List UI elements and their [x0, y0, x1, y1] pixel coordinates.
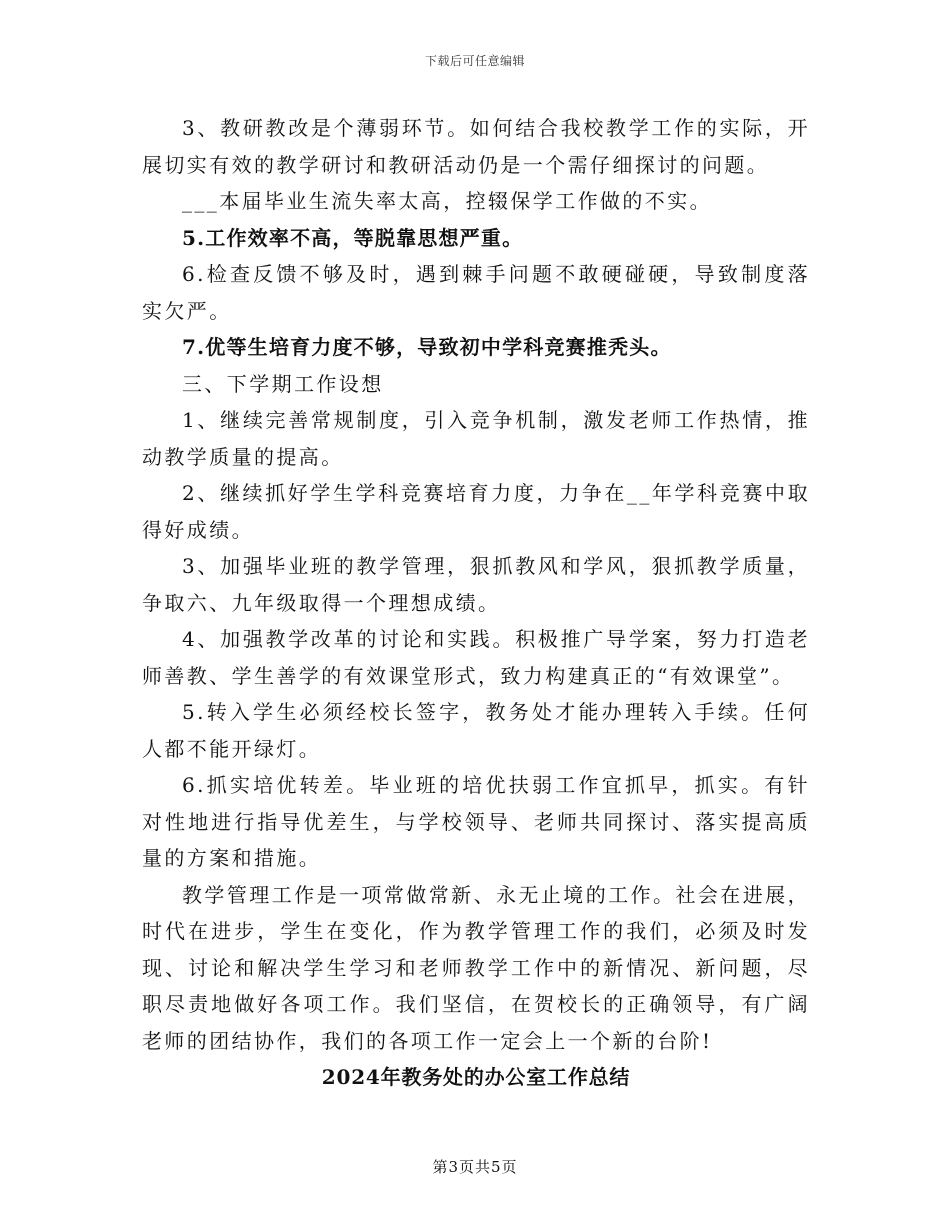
- paragraph-efficiency: 5.工作效率不高，等脱靠思想严重。: [182, 225, 524, 250]
- paragraph-dropout: ___本届毕业生流失率太高，控辍保学工作做的不实。: [182, 189, 712, 213]
- plan-item-2: 2、继续抓好学生学科竞赛培育力度，力争在__年学科竞赛中取得好成绩。: [142, 481, 810, 542]
- paragraph-teaching-research: 3、教研教改是个薄弱环节。如何结合我校教学工作的实际，开展切实有效的教学研讨和教研活动仍是一个需仔细探讨的问题。: [142, 116, 810, 177]
- page-header-note: 下载后可任意编辑: [424, 54, 525, 68]
- document-body: [142, 110, 810, 1096]
- paragraph-feedback: 6.检查反馈不够及时，遇到棘手问题不敢硬碰硬，导致制度落实欠严。: [142, 262, 810, 323]
- plan-item-3: 3、加强毕业班的教学管理，狠抓教风和学风，狠抓教学质量，争取六、九年级取得一个理想成绩。: [142, 554, 810, 615]
- paragraph-top-students: 7.优等生培育力度不够，导致初中学科竞赛推秃头。: [182, 335, 672, 359]
- next-document-title: 2024年教务处的办公室工作总结: [321, 1065, 631, 1089]
- plan-item-6: 6.抓实培优转差。毕业班的培优扶弱工作宜抓早，抓实。有针对性地进行指导优差生，与学校领导、老师共同探讨、落实提高质量的方案和措施。: [142, 773, 810, 870]
- plan-item-1: 1、继续完善常规制度，引入竞争机制，激发老师工作热情，推动教学质量的提高。: [142, 408, 810, 469]
- paragraph-conclusion: 教学管理工作是一项常做常新、永无止境的工作。社会在进展，时代在进步，学生在变化，作为教学管理工作的我们，必须及时发现、讨论和解决学生学习和老师教学工作中的新情况、新问题，尽职尽责地做好各项工作。我们坚信，在贺校长的正确领导，有广阔老师的团结协作，我们的各项工作一定会上一个新的台阶!: [142, 882, 810, 1053]
- plan-item-4: 4、加强教学改革的讨论和实践。积极推广导学案，努力打造老师善教、学生善学的有效课堂形式，致力构建真正的“有效课堂”。: [142, 627, 810, 688]
- section-heading-next-term: 三、下学期工作设想: [182, 371, 384, 396]
- plan-item-5: 5.转入学生必须经校长签字，教务处才能办理转入手续。任何人都不能开绿灯。: [142, 700, 810, 761]
- page-footer-number: 第3页共5页: [432, 1158, 518, 1176]
